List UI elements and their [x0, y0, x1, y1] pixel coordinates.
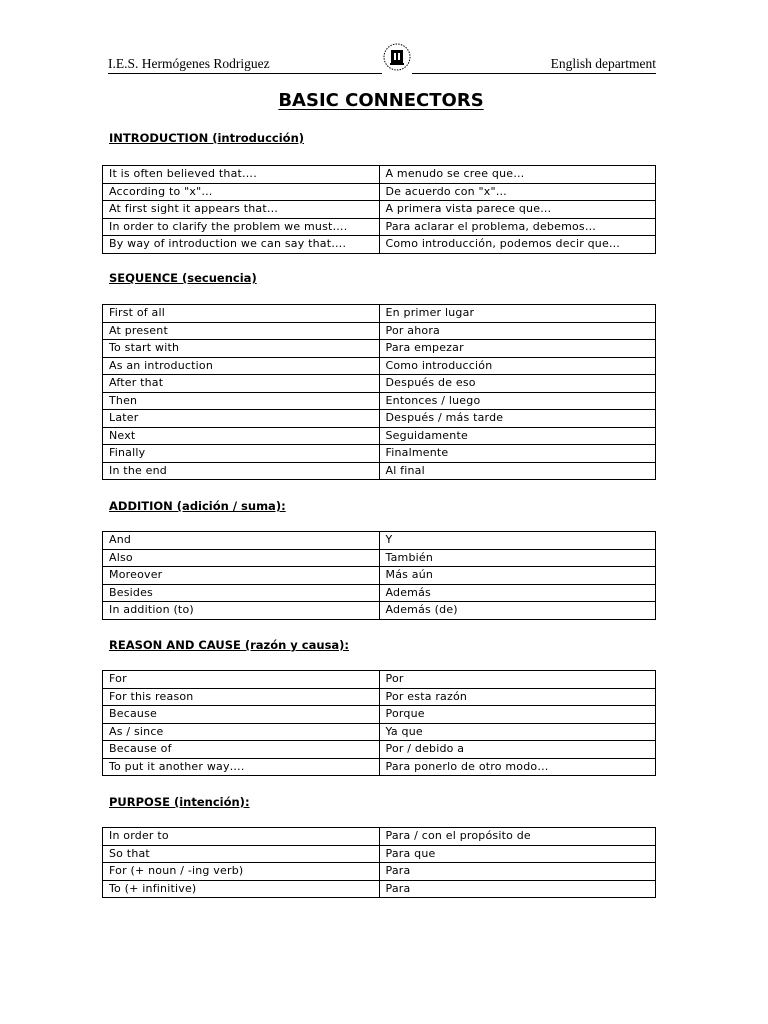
english-cell: Moreover — [103, 567, 380, 585]
section-heading-introduction: INTRODUCTION (introducción) — [109, 131, 305, 145]
table-row — [103, 322, 656, 340]
spanish-cell: Para empezar — [379, 340, 656, 358]
english-cell: By way of introduction we can say that…. — [103, 236, 380, 254]
table-row — [103, 567, 656, 585]
english-cell: As / since — [103, 723, 380, 741]
english-cell: At present — [103, 322, 380, 340]
table-row — [103, 863, 656, 881]
spanish-cell: Para aclarar el problema, debemos… — [379, 218, 656, 236]
english-cell: After that — [103, 375, 380, 393]
spanish-cell: Porque — [379, 706, 656, 724]
spanish-cell: Y — [379, 532, 656, 550]
spanish-cell: Ya que — [379, 723, 656, 741]
table-row — [103, 357, 656, 375]
english-cell: Next — [103, 427, 380, 445]
table-addition — [102, 531, 656, 620]
table-row — [103, 758, 656, 776]
spanish-cell: A primera vista parece que… — [379, 201, 656, 219]
table-row — [103, 549, 656, 567]
section-heading-sequence: SEQUENCE (secuencia) — [109, 271, 257, 285]
spanish-cell: Para / con el propósito de — [379, 828, 656, 846]
english-cell: Later — [103, 410, 380, 428]
page-header — [108, 48, 656, 74]
table-row — [103, 305, 656, 323]
spanish-cell: Más aún — [379, 567, 656, 585]
spanish-cell: Al final — [379, 462, 656, 480]
table-row — [103, 236, 656, 254]
page-title: BASIC CONNECTORS — [278, 90, 484, 111]
spanish-cell: Después / más tarde — [379, 410, 656, 428]
table-introduction — [102, 165, 656, 254]
table-row — [103, 584, 656, 602]
spanish-cell: De acuerdo con "x"… — [379, 183, 656, 201]
table-row — [103, 427, 656, 445]
table-row — [103, 671, 656, 689]
table-row — [103, 392, 656, 410]
english-cell: As an introduction — [103, 357, 380, 375]
spanish-cell: A menudo se cree que… — [379, 166, 656, 184]
spanish-cell: Además (de) — [379, 602, 656, 620]
spanish-cell: Entonces / luego — [379, 392, 656, 410]
table-row — [103, 741, 656, 759]
table-row — [103, 723, 656, 741]
english-cell: For (+ noun / -ing verb) — [103, 863, 380, 881]
english-cell: It is often believed that…. — [103, 166, 380, 184]
spanish-cell: Por — [379, 671, 656, 689]
spanish-cell: Además — [379, 584, 656, 602]
spanish-cell: Para que — [379, 845, 656, 863]
table-row — [103, 828, 656, 846]
english-cell: Then — [103, 392, 380, 410]
spanish-cell: Por esta razón — [379, 688, 656, 706]
english-cell: At first sight it appears that… — [103, 201, 380, 219]
english-cell: To (+ infinitive) — [103, 880, 380, 898]
english-cell: In order to clarify the problem we must…. — [103, 218, 380, 236]
section-heading-addition: ADDITION (adición / suma): — [109, 499, 286, 513]
table-row — [103, 183, 656, 201]
table-row — [103, 166, 656, 184]
spanish-cell: Para — [379, 863, 656, 881]
table-row — [103, 462, 656, 480]
table-row — [103, 880, 656, 898]
spanish-cell: Por ahora — [379, 322, 656, 340]
table-row — [103, 602, 656, 620]
table-sequence — [102, 304, 656, 480]
table-row — [103, 706, 656, 724]
table-reason-and-cause — [102, 670, 656, 776]
english-cell: Besides — [103, 584, 380, 602]
spanish-cell: También — [379, 549, 656, 567]
english-cell: To put it another way…. — [103, 758, 380, 776]
english-cell: In addition (to) — [103, 602, 380, 620]
english-cell: And — [103, 532, 380, 550]
english-cell: Finally — [103, 445, 380, 463]
spanish-cell: Por / debido a — [379, 741, 656, 759]
english-cell: First of all — [103, 305, 380, 323]
english-cell: For — [103, 671, 380, 689]
english-cell: For this reason — [103, 688, 380, 706]
spanish-cell: Como introducción — [379, 357, 656, 375]
table-row — [103, 218, 656, 236]
table-purpose — [102, 827, 656, 898]
spanish-cell: En primer lugar — [379, 305, 656, 323]
table-row — [103, 845, 656, 863]
section-heading-reason-and-cause: REASON AND CAUSE (razón y causa): — [109, 638, 350, 652]
table-row — [103, 532, 656, 550]
english-cell: To start with — [103, 340, 380, 358]
spanish-cell: Finalmente — [379, 445, 656, 463]
spanish-cell: Para — [379, 880, 656, 898]
table-row — [103, 410, 656, 428]
school-crest-icon — [382, 42, 412, 72]
spanish-cell: Como introducción, podemos decir que… — [379, 236, 656, 254]
english-cell: Because of — [103, 741, 380, 759]
english-cell: In order to — [103, 828, 380, 846]
english-cell: So that — [103, 845, 380, 863]
english-cell: Also — [103, 549, 380, 567]
table-row — [103, 340, 656, 358]
english-cell: Because — [103, 706, 380, 724]
table-row — [103, 201, 656, 219]
english-cell: In the end — [103, 462, 380, 480]
table-row — [103, 688, 656, 706]
spanish-cell: Seguidamente — [379, 427, 656, 445]
department-name: English department — [412, 56, 656, 74]
table-row — [103, 445, 656, 463]
spanish-cell: Para ponerlo de otro modo… — [379, 758, 656, 776]
english-cell: According to "x"… — [103, 183, 380, 201]
spanish-cell: Después de eso — [379, 375, 656, 393]
table-row — [103, 375, 656, 393]
section-heading-purpose: PURPOSE (intención): — [109, 795, 250, 809]
school-name: I.E.S. Hermógenes Rodriguez — [108, 56, 382, 74]
